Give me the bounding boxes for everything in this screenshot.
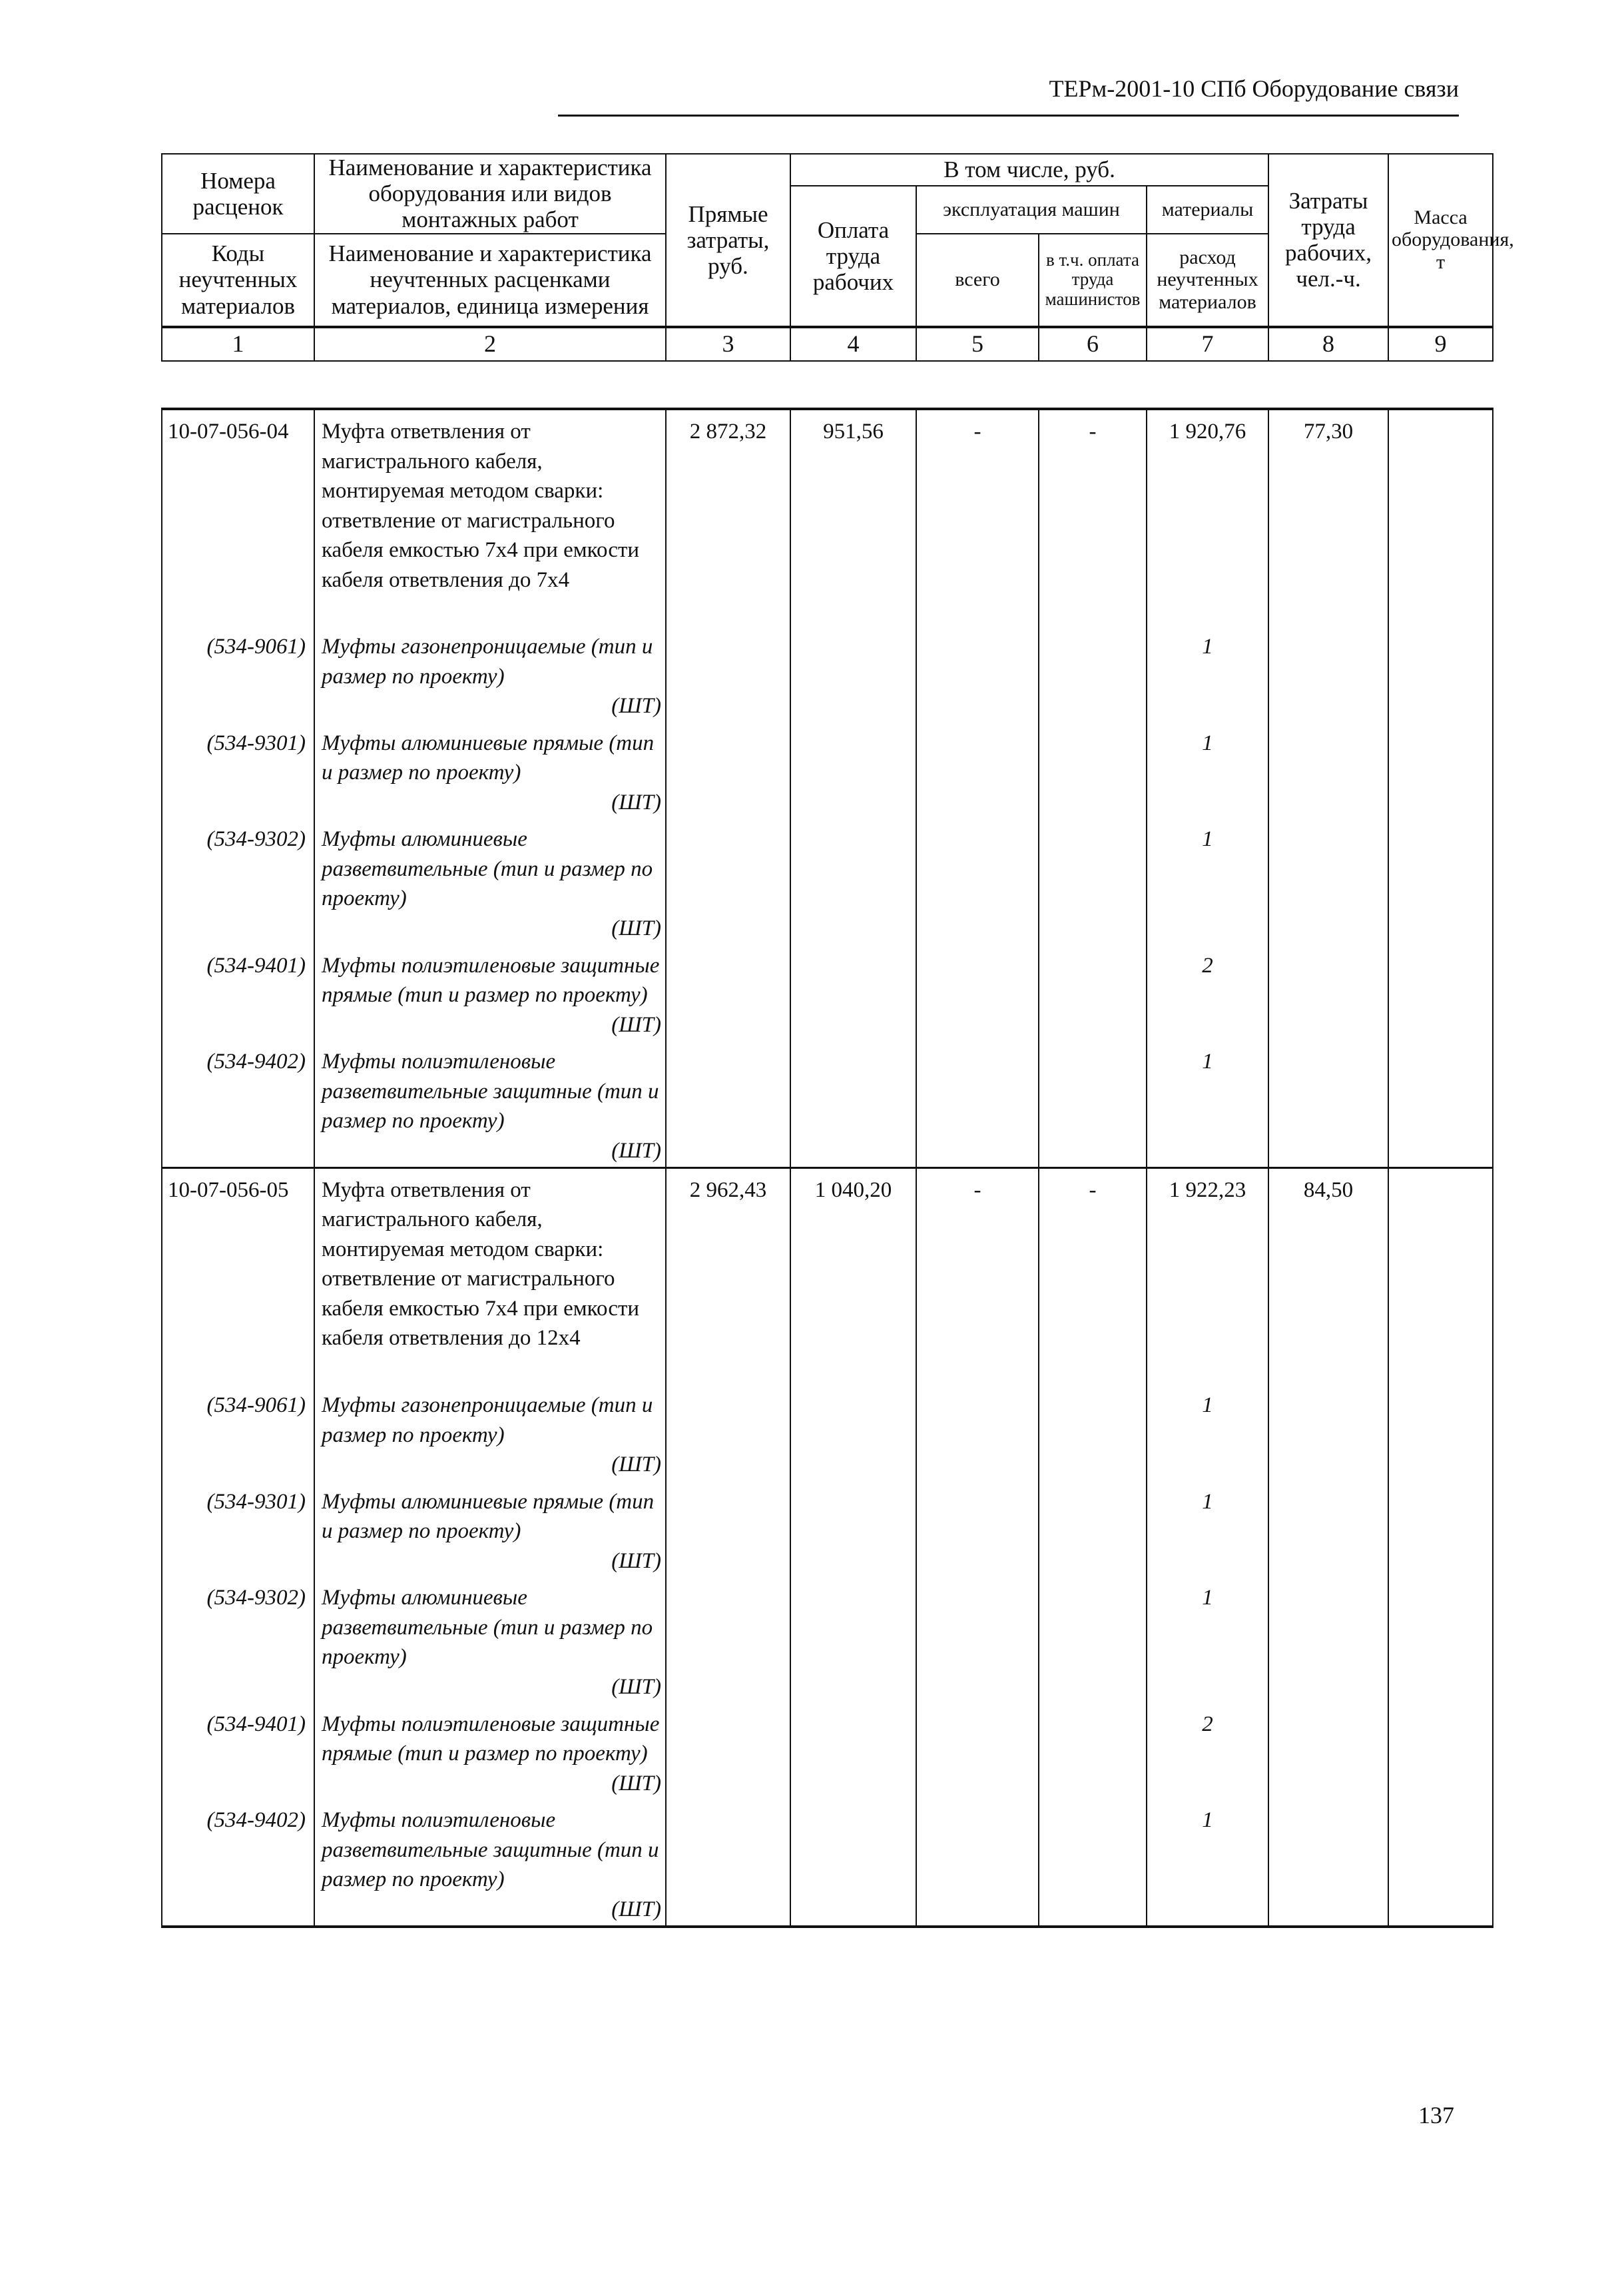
empty-cell bbox=[1039, 1703, 1147, 1799]
col-number: 3 bbox=[666, 327, 790, 361]
empty-cell bbox=[1268, 944, 1388, 1041]
material-row bbox=[162, 1799, 1493, 1927]
col-number: 9 bbox=[1388, 327, 1493, 361]
material-code: (534-9302) bbox=[162, 818, 314, 944]
rate-code: 10-07-056-04 bbox=[162, 409, 314, 596]
machines-total: - bbox=[916, 409, 1039, 596]
material-qty: 1 bbox=[1147, 722, 1268, 818]
empty-cell bbox=[1388, 722, 1493, 818]
col-number: 7 bbox=[1147, 327, 1268, 361]
empty-cell bbox=[1039, 1576, 1147, 1702]
machinists-pay: - bbox=[1039, 409, 1147, 596]
empty-cell bbox=[162, 596, 314, 625]
col4-header: Оплата труда рабочих bbox=[790, 186, 916, 327]
empty-cell bbox=[1039, 1384, 1147, 1480]
col7-header: расход неучтенных материалов bbox=[1147, 234, 1268, 327]
column-header-table bbox=[161, 153, 1514, 362]
empty-cell bbox=[790, 818, 916, 944]
empty-cell bbox=[1147, 1355, 1268, 1384]
machinists-pay: - bbox=[1039, 1167, 1147, 1355]
page-header-title: ТЕРм-2001-10 СПб Оборудование связи bbox=[1049, 75, 1459, 102]
labor-pay: 1 040,20 bbox=[790, 1167, 916, 1355]
empty-cell bbox=[1388, 1384, 1493, 1480]
material-row bbox=[162, 818, 1493, 944]
empty-cell bbox=[1388, 1480, 1493, 1577]
material-unit: (ШТ) bbox=[611, 1138, 661, 1163]
empty-cell bbox=[916, 596, 1039, 625]
empty-cell bbox=[1388, 818, 1493, 944]
labor-hours: 84,50 bbox=[1268, 1167, 1388, 1355]
material-unit: (ШТ) bbox=[611, 1771, 661, 1795]
empty-cell bbox=[790, 1384, 916, 1480]
empty-cell bbox=[666, 1040, 790, 1167]
material-name: Муфты алюминиевые разветвительные (тип и размер по проекту) bbox=[322, 1586, 653, 1670]
material-unit: (ШТ) bbox=[611, 694, 661, 719]
material-unit: (ШТ) bbox=[611, 790, 661, 814]
material-code: (534-9402) bbox=[162, 1040, 314, 1167]
empty-cell bbox=[1268, 1703, 1388, 1799]
material-qty: 1 bbox=[1147, 1040, 1268, 1167]
empty-cell bbox=[790, 1480, 916, 1577]
materials-cost: 1 920,76 bbox=[1147, 409, 1268, 596]
material-name: Муфты полиэтиленовые защитные прямые (тип и размер по проекту) bbox=[322, 953, 660, 1008]
empty-cell bbox=[916, 1703, 1039, 1799]
empty-cell bbox=[1268, 818, 1388, 944]
material-unit: (ШТ) bbox=[611, 1548, 661, 1573]
empty-cell bbox=[790, 722, 916, 818]
material-code: (534-9301) bbox=[162, 1480, 314, 1577]
empty-cell bbox=[916, 625, 1039, 722]
material-row bbox=[162, 1040, 1493, 1167]
labor-pay: 951,56 bbox=[790, 409, 916, 596]
material-qty: 1 bbox=[1147, 818, 1268, 944]
empty-cell bbox=[1039, 1480, 1147, 1577]
col8-header: Затраты труда рабочих, чел.-ч. bbox=[1268, 154, 1388, 327]
empty-cell bbox=[1388, 1799, 1493, 1927]
empty-cell bbox=[916, 1384, 1039, 1480]
equipment-mass bbox=[1388, 409, 1493, 596]
material-row bbox=[162, 1384, 1493, 1480]
spacer-row bbox=[162, 596, 1493, 625]
col5-header: всего bbox=[916, 234, 1039, 327]
empty-cell bbox=[1268, 1384, 1388, 1480]
material-code: (534-9302) bbox=[162, 1576, 314, 1702]
empty-cell bbox=[1268, 1355, 1388, 1384]
empty-cell bbox=[1388, 1703, 1493, 1799]
material-name-cell bbox=[314, 944, 666, 1041]
col1-header-bottom: Коды неучтенных материалов bbox=[162, 234, 314, 327]
header-rule bbox=[558, 115, 1459, 117]
rate-row bbox=[162, 409, 1493, 596]
col2-header-bottom: Наименование и характеристика неучтенных расценками материалов, единица измерения bbox=[314, 234, 666, 327]
material-row bbox=[162, 944, 1493, 1041]
empty-cell bbox=[666, 1703, 790, 1799]
empty-cell bbox=[790, 596, 916, 625]
empty-cell bbox=[666, 944, 790, 1041]
material-name-cell bbox=[314, 818, 666, 944]
empty-cell bbox=[162, 1355, 314, 1384]
material-name: Муфты алюминиевые разветвительные (тип и размер по проекту) bbox=[322, 827, 653, 911]
equipment-mass bbox=[1388, 1167, 1493, 1355]
empty-cell bbox=[1268, 1040, 1388, 1167]
col-number: 2 bbox=[314, 327, 666, 361]
empty-cell bbox=[790, 1799, 916, 1927]
empty-cell bbox=[1268, 722, 1388, 818]
material-unit: (ШТ) bbox=[611, 1897, 661, 1921]
spacer-row bbox=[162, 1355, 1493, 1384]
empty-cell bbox=[1039, 625, 1147, 722]
empty-cell bbox=[666, 722, 790, 818]
empty-cell bbox=[1039, 1040, 1147, 1167]
direct-cost: 2 962,43 bbox=[666, 1167, 790, 1355]
empty-cell bbox=[1268, 1799, 1388, 1927]
material-qty: 1 bbox=[1147, 1384, 1268, 1480]
empty-cell bbox=[1268, 1576, 1388, 1702]
material-qty: 1 bbox=[1147, 625, 1268, 722]
material-qty: 2 bbox=[1147, 1703, 1268, 1799]
col2-header-top: Наименование и характеристика оборудования или видов монтажных работ bbox=[314, 154, 666, 234]
material-unit: (ШТ) bbox=[611, 1012, 661, 1037]
empty-cell bbox=[314, 1355, 666, 1384]
material-name: Муфты полиэтиленовые разветвительные защитные (тип и размер по проекту) bbox=[322, 1808, 659, 1892]
material-code: (534-9401) bbox=[162, 1703, 314, 1799]
material-code: (534-9061) bbox=[162, 1384, 314, 1480]
empty-cell bbox=[1388, 1040, 1493, 1167]
material-name: Муфты газонепроницаемые (тип и размер по проекту) bbox=[322, 635, 653, 689]
material-row bbox=[162, 1480, 1493, 1577]
material-qty: 1 bbox=[1147, 1799, 1268, 1927]
empty-cell bbox=[1039, 596, 1147, 625]
empty-cell bbox=[666, 1576, 790, 1702]
empty-cell bbox=[916, 1480, 1039, 1577]
rate-code: 10-07-056-05 bbox=[162, 1167, 314, 1355]
empty-cell bbox=[916, 818, 1039, 944]
empty-cell bbox=[1039, 1355, 1147, 1384]
empty-cell bbox=[666, 1480, 790, 1577]
empty-cell bbox=[1039, 944, 1147, 1041]
empty-cell bbox=[1388, 944, 1493, 1041]
material-name-cell bbox=[314, 1384, 666, 1480]
material-unit: (ШТ) bbox=[611, 1674, 661, 1699]
empty-cell bbox=[790, 1355, 916, 1384]
material-name-cell bbox=[314, 1576, 666, 1702]
material-qty: 1 bbox=[1147, 1576, 1268, 1702]
empty-cell bbox=[1388, 625, 1493, 722]
material-code: (534-9402) bbox=[162, 1799, 314, 1927]
empty-cell bbox=[916, 1799, 1039, 1927]
empty-cell bbox=[1268, 596, 1388, 625]
material-name-cell bbox=[314, 722, 666, 818]
empty-cell bbox=[314, 596, 666, 625]
col1-header-top: Номера расценок bbox=[162, 154, 314, 234]
material-name: Муфты полиэтиленовые защитные прямые (тип и размер по проекту) bbox=[322, 1712, 660, 1766]
empty-cell bbox=[666, 818, 790, 944]
material-code: (534-9301) bbox=[162, 722, 314, 818]
material-name-cell bbox=[314, 1480, 666, 1577]
empty-cell bbox=[666, 1384, 790, 1480]
empty-cell bbox=[1039, 1799, 1147, 1927]
material-unit: (ШТ) bbox=[611, 1453, 661, 1477]
material-name-cell bbox=[314, 1799, 666, 1927]
col3-header: Прямые затраты, руб. bbox=[666, 154, 790, 327]
rate-name: Муфта ответвления от магистрального кабеля, монтируемая методом сварки: ответвление от магистрального кабеля емкостью 7х4 при емкости кабеля ответвления до 12х4 bbox=[314, 1167, 666, 1355]
material-name-cell bbox=[314, 1703, 666, 1799]
rate-name: Муфта ответвления от магистрального кабеля, монтируемая методом сварки: ответвление от магистрального кабеля емкостью 7х4 при емкости кабеля ответвления до 7х4 bbox=[314, 409, 666, 596]
empty-cell bbox=[790, 1040, 916, 1167]
material-code: (534-9401) bbox=[162, 944, 314, 1041]
material-code: (534-9061) bbox=[162, 625, 314, 722]
material-qty: 1 bbox=[1147, 1480, 1268, 1577]
materials-cost: 1 922,23 bbox=[1147, 1167, 1268, 1355]
machines-header: эксплуатация машин bbox=[916, 186, 1147, 234]
empty-cell bbox=[1039, 722, 1147, 818]
rates-table bbox=[161, 408, 1493, 1928]
empty-cell bbox=[666, 625, 790, 722]
material-name-cell bbox=[314, 1040, 666, 1167]
empty-cell bbox=[666, 596, 790, 625]
empty-cell bbox=[1388, 1576, 1493, 1702]
empty-cell bbox=[1388, 1355, 1493, 1384]
materials-header: материалы bbox=[1147, 186, 1268, 234]
labor-hours: 77,30 bbox=[1268, 409, 1388, 596]
direct-cost: 2 872,32 bbox=[666, 409, 790, 596]
col-number: 5 bbox=[916, 327, 1039, 361]
col-number: 4 bbox=[790, 327, 916, 361]
material-row bbox=[162, 722, 1493, 818]
material-row bbox=[162, 625, 1493, 722]
empty-cell bbox=[790, 625, 916, 722]
page-number: 137 bbox=[1418, 2102, 1454, 2128]
col-number: 8 bbox=[1268, 327, 1388, 361]
material-row bbox=[162, 1703, 1493, 1799]
material-row bbox=[162, 1576, 1493, 1702]
empty-cell bbox=[916, 944, 1039, 1041]
col-number: 1 bbox=[162, 327, 314, 361]
material-qty: 2 bbox=[1147, 944, 1268, 1041]
material-name-cell bbox=[314, 625, 666, 722]
rate-row bbox=[162, 1167, 1493, 1355]
empty-cell bbox=[666, 1799, 790, 1927]
machines-total: - bbox=[916, 1167, 1039, 1355]
empty-cell bbox=[790, 1576, 916, 1702]
col-number: 6 bbox=[1039, 327, 1147, 361]
col9-header: Масса оборудования, т bbox=[1388, 154, 1493, 327]
empty-cell bbox=[790, 1703, 916, 1799]
empty-cell bbox=[916, 722, 1039, 818]
empty-cell bbox=[916, 1040, 1039, 1167]
empty-cell bbox=[1039, 818, 1147, 944]
empty-cell bbox=[1268, 625, 1388, 722]
empty-cell bbox=[1388, 596, 1493, 625]
empty-cell bbox=[1268, 1480, 1388, 1577]
col6-header: в т.ч. оплата труда машинистов bbox=[1039, 234, 1147, 327]
material-name: Муфты газонепроницаемые (тип и размер по проекту) bbox=[322, 1393, 653, 1447]
material-unit: (ШТ) bbox=[611, 916, 661, 940]
material-name: Муфты алюминиевые прямые (тип и размер по проекту) bbox=[322, 1489, 655, 1544]
empty-cell bbox=[916, 1355, 1039, 1384]
material-name: Муфты полиэтиленовые разветвительные защитные (тип и размер по проекту) bbox=[322, 1050, 659, 1134]
material-name: Муфты алюминиевые прямые (тип и размер по проекту) bbox=[322, 731, 655, 785]
empty-cell bbox=[916, 1576, 1039, 1702]
empty-cell bbox=[666, 1355, 790, 1384]
empty-cell bbox=[1147, 596, 1268, 625]
group-header: В том числе, руб. bbox=[790, 154, 1268, 186]
empty-cell bbox=[790, 944, 916, 1041]
